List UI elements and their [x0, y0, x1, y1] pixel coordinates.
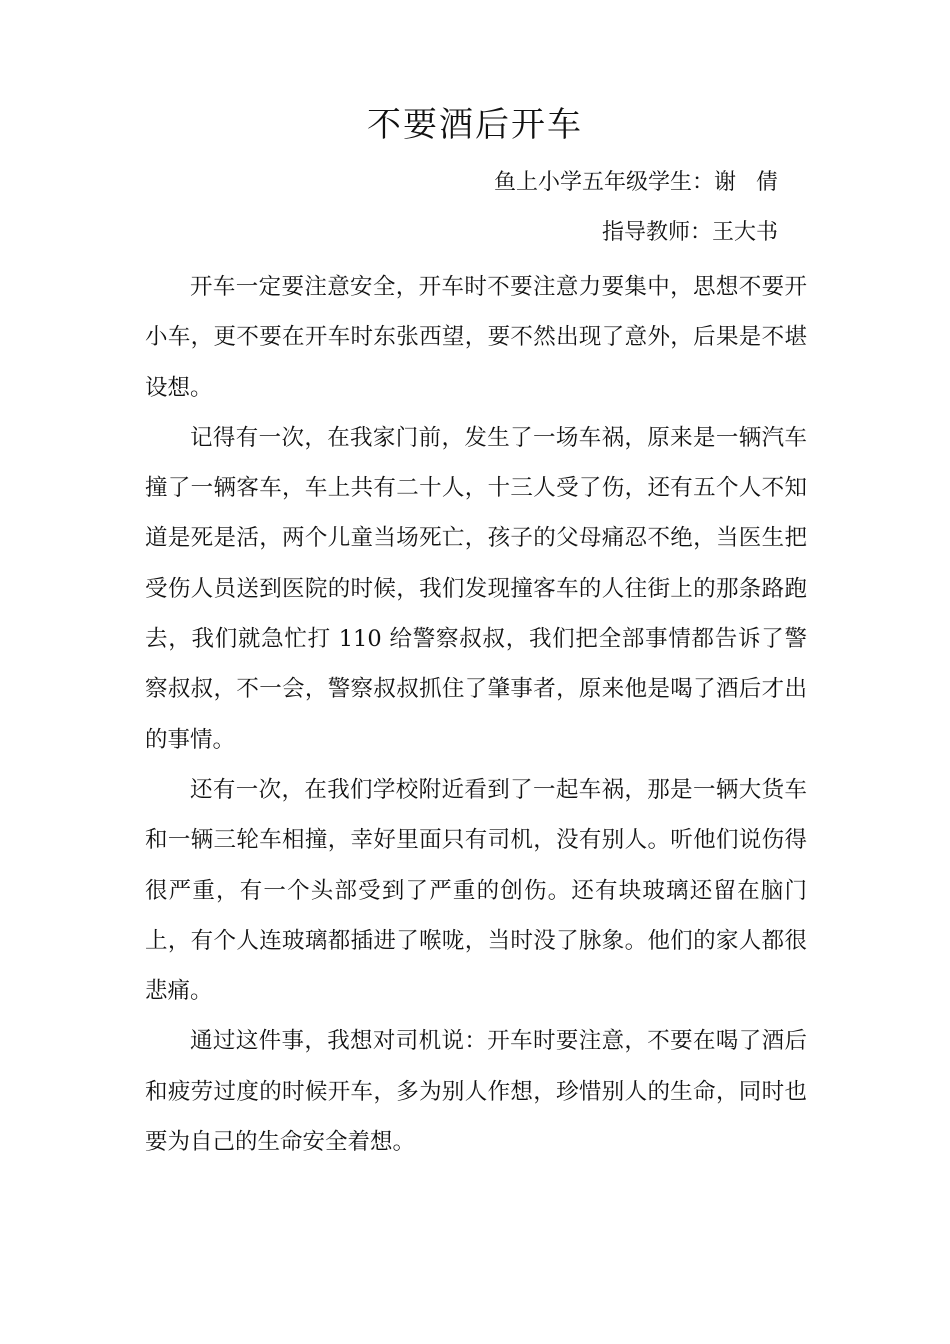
paragraph-2: 记得有一次，在我家门前，发生了一场车祸，原来是一辆汽车撞了一辆客车，车上共有二十人，十三人受了伤，还有五个人不知道是死是活，两个儿童当场死亡，孩子的父母痛忍不绝，当医生把受伤人员送到医院的时候，我们发现撞客车的人往街上的那条路跑去，我们就急忙打 110 给警察叔叔，我们把全部事情都告诉了警察叔叔，不一会，警察叔叔抓住了肇事者，原来他是喝了酒后才出的事情。 [145, 424, 807, 753]
author-given-name: 倩 [755, 170, 778, 195]
paragraph-4: 通过这件事，我想对司机说：开车时要注意，不要在喝了酒后和疲劳过度的时候开车，多为别人作想，珍惜别人的生命，同时也要为自己的生命安全着想。 [145, 1028, 807, 1156]
paragraph-1: 开车一定要注意安全，开车时不要注意力要集中，思想不要开小车，更不要在开车时东张西望，要不然出现了意外，后果是不堪设想。 [145, 274, 807, 401]
paragraph-3: 还有一次，在我们学校附近看到了一起车祸，那是一辆大货车和一辆三轮车相撞，幸好里面只有司机，没有别人。听他们说伤得很严重，有一个头部受到了严重的创伤。还有块玻璃还留在脑门上，有个人连玻璃都插进了喉咙，当时没了脉象。他们的家人都很悲痛。 [145, 776, 807, 1005]
teacher-line: 指导教师：王大书 [601, 220, 778, 245]
author-line [494, 168, 778, 198]
essay-body [145, 262, 807, 1167]
author-label: 鱼上小学五年级学生： [493, 170, 714, 195]
essay-title: 不要酒后开车 [367, 105, 583, 145]
author-surname: 谢 [713, 170, 736, 195]
